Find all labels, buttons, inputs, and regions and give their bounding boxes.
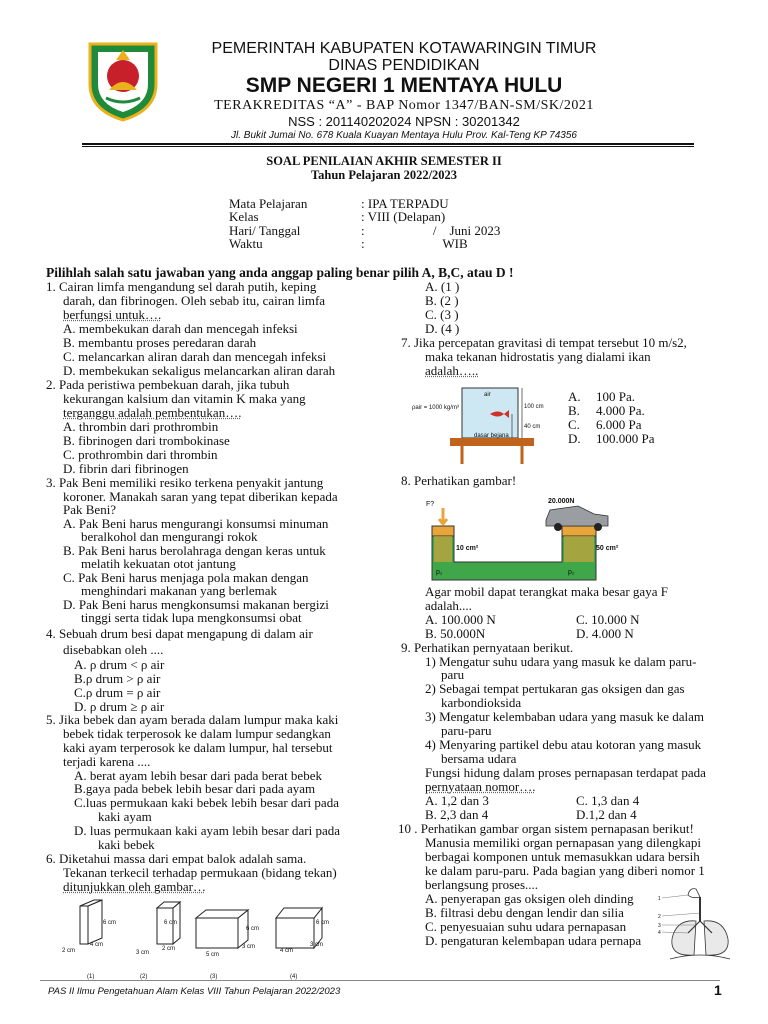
option-a: A. (1 ): [425, 279, 460, 294]
question-text: 4. Sebuah drum besi dapat mengapung di dalam air: [46, 626, 313, 641]
hydrostatic-figure: [412, 378, 560, 470]
statement-1-cont: paru: [441, 667, 465, 682]
question-text: Pak Beni?: [63, 502, 117, 517]
option-d: 100.000 Pa: [596, 431, 655, 446]
option-b: B.gaya pada bebek lebih besar dari pada ayam: [74, 781, 316, 796]
p1-label: p₁: [436, 569, 443, 576]
label-3: 3: [658, 923, 661, 929]
question-text: Agar mobil dapat terangkat maka besar gaya F: [425, 584, 668, 599]
option-b: B. fibrinogen dari trombokinase: [63, 433, 230, 448]
question-text: ditunjukkan oleh gambar…: [63, 879, 206, 894]
option-b: B. 2,3 dan 4: [425, 807, 489, 822]
exam-year: Tahun Pelajaran 2022/2023: [310, 168, 458, 182]
statement-4-cont: bersama udara: [441, 751, 517, 766]
option-c: C. 10.000 N: [576, 612, 640, 627]
option-d-key: D.: [568, 431, 581, 446]
block2-number: (2): [140, 974, 148, 980]
question-text: maka tekanan hidrostatis yang dialami ikan: [425, 349, 651, 364]
block4-number: (4): [290, 974, 298, 980]
question-text: pernyataan nomor….: [425, 779, 536, 794]
p2-label: p₂: [568, 569, 575, 576]
force-label: F?: [426, 501, 435, 508]
school-name: SMP NEGERI 1 MENTAYA HULU: [245, 74, 563, 97]
question-text: 1. Cairan limfa mengandung sel darah putih, keping: [46, 279, 317, 294]
question-text: Manusia memiliki organ pernapasan yang dilengkapi: [425, 835, 701, 850]
option-d: D. pengaturan kelembapan udara pernapa: [425, 933, 642, 948]
option-d: D. membekukan sekaligus melancarkan aliran darah: [63, 363, 336, 378]
label-4: 4: [658, 930, 661, 936]
instruction: Pilihlah salah satu jawaban yang anda anggap paling benar pilih A, B,C, atau D !: [46, 265, 514, 280]
option-d-cont: tinggi serta tidak lupa mengkonsumsi obat: [81, 610, 302, 625]
footer-text: PAS II Ilmu Pengetahuan Alam Kelas VIII Tahun Pelajaran 2022/2023: [48, 986, 341, 997]
option-d: D. Pak Beni harus mengkonsumsi makanan bergizi: [63, 597, 329, 612]
info-value: : VIII (Delapan): [361, 209, 446, 224]
area-large-label: 50 cm²: [596, 545, 619, 552]
question-text: koroner. Manakah saran yang tepat diberikan kepada: [63, 489, 338, 504]
option-b: B. filtrasi debu dengan lendir dan silia: [425, 905, 624, 920]
school-address: Jl. Bukit Jumai No. 678 Kuala Kuayan Mentaya Hulu Prov. Kal-Teng KP 74356: [231, 130, 577, 141]
option-c: C. 1,3 dan 4: [576, 793, 640, 808]
block2-depth-label: 2 cm: [162, 946, 176, 952]
option-d: D. (4 ): [425, 321, 460, 336]
blocks-figure: [60, 898, 360, 984]
option-d: D.1,2 dan 4: [576, 807, 637, 822]
option-d: D. luas permukaan kaki ayam lebih besar dari pada: [74, 823, 341, 838]
question-text: kaki ayam terperosok ke dalam lumpur, hal tersebut: [63, 740, 333, 755]
question-text: 7. Jika percepatan gravitasi di tempat tersebut 10 m/s2,: [401, 335, 687, 350]
question-text: disebabkan oleh ....: [63, 642, 164, 657]
block3-depth-label: 3 cm: [242, 944, 256, 950]
info-label: Hari/ Tanggal: [229, 223, 301, 238]
option-c: C. Pak Beni harus menjaga pola makan dengan: [63, 570, 309, 585]
option-c-key: C.: [568, 417, 580, 432]
option-a: A. berat ayam lebih besar dari pada berat bebek: [74, 768, 322, 783]
question-8-title: 8. Perhatikan gambar!: [401, 473, 517, 488]
option-b: 4.000 Pa.: [596, 403, 645, 418]
option-a: A. thrombin dari prothrombin: [63, 419, 219, 434]
option-c: C. (3 ): [425, 307, 459, 322]
option-a-cont: beralkohol dan mengurangi rokok: [81, 529, 258, 544]
statement-4: 4) Menyaring partikel debu atau kotoran yang masuk: [425, 737, 702, 752]
option-a: A. Pak Beni harus mengurangi konsumsi minuman: [63, 516, 329, 531]
question-text: darah, dan fibrinogen. Oleh sebab itu, cairan limfa: [63, 293, 326, 308]
label-1: 1: [658, 896, 661, 902]
accreditation-text: TERAKREDITAS “A” - BAP Nomor 1347/BAN-SM/SK/2021: [214, 98, 594, 113]
nss-npsn-text: NSS : 201140202024 NPSN : 30201342: [288, 114, 520, 129]
block4-height-label: 6 cm: [316, 920, 330, 926]
option-b: B. Pak Beni harus berolahraga dengan keras untuk: [63, 543, 326, 558]
question-text: adalah....: [425, 598, 472, 613]
question-text: bebek tidak terperosok ke dalam lumpur sedangkan: [63, 726, 331, 741]
block1-width-label: 2 cm: [62, 948, 76, 954]
question-text: 3. Pak Beni memiliki resiko terkena penyakit jantung: [46, 475, 324, 490]
hydraulic-jack-figure: [412, 494, 636, 586]
option-a: A. membekukan darah dan mencegah infeksi: [63, 321, 298, 336]
statement-2: 2) Sebagai tempat pertukaran gas oksigen dan gas: [425, 681, 685, 696]
question-text: berfungsi untuk….: [63, 307, 162, 322]
block4-width-label: 4 cm: [280, 948, 294, 954]
header-divider: [82, 143, 694, 145]
government-name: PEMERINTAH KABUPATEN KOTAWARINGIN TIMUR: [211, 40, 597, 57]
respiratory-system-figure: [656, 885, 746, 963]
block3-width-label: 5 cm: [206, 952, 220, 958]
option-b-key: B.: [568, 403, 580, 418]
option-b-cont: melatih kekuatan otot jantung: [81, 556, 236, 571]
statement-1: 1) Mengatur suhu udara yang masuk ke dalam paru-: [425, 654, 697, 669]
option-a: 100 Pa.: [596, 389, 635, 404]
option-c-cont: kaki ayam: [98, 809, 152, 824]
block2-width-label: 3 cm: [136, 950, 150, 956]
block1-depth-label: 4 cm: [90, 942, 104, 948]
option-a: A. 100.000 N: [425, 612, 496, 627]
weight-label: 20.000N: [548, 498, 575, 505]
option-b: B. (2 ): [425, 293, 459, 308]
option-c: C. prothrombin dari thrombin: [63, 447, 218, 462]
base-label: dasar bejana: [474, 433, 509, 439]
block3-height-label: 6 cm: [246, 926, 260, 932]
info-value: : IPA TERPADU: [361, 196, 449, 211]
exam-title: SOAL PENILAIAN AKHIR SEMESTER II: [266, 154, 502, 168]
option-a: A. ρ drum < ρ air: [74, 657, 165, 672]
density-label: ρair = 1000 kg/m³: [412, 405, 459, 411]
question-text: ke dalam paru-paru. Pada bagian yang diberi nomor 1: [425, 863, 705, 878]
block1-height-label: 6 cm: [103, 920, 117, 926]
footer-divider: [40, 980, 720, 981]
option-d: D. fibrin dari fibrinogen: [63, 461, 189, 476]
question-text: 6. Diketahui massa dari empat balok adalah sama.: [46, 851, 307, 866]
area-small-label: 10 cm²: [456, 545, 479, 552]
info-label: Kelas: [229, 209, 259, 224]
depth-40-label: 40 cm: [524, 424, 541, 430]
question-text: 5. Jika bebek dan ayam berada dalam lumpur maka kaki: [46, 712, 339, 727]
department-name: DINAS PENDIDIKAN: [328, 57, 480, 74]
statement-2-cont: karbondioksida: [441, 695, 522, 710]
option-c: C.luas permukaan kaki bebek lebih besar dari pada: [74, 795, 339, 810]
question-text: 9. Perhatikan pernyataan berikut.: [401, 640, 574, 655]
info-value: : / Juni 2023: [361, 223, 501, 238]
question-text: Tekanan terkecil terhadap permukaan (bidang tekan): [63, 865, 337, 880]
option-c: C.ρ drum = ρ air: [74, 685, 161, 700]
question-text: kekurangan kalsium dan vitamin K maka yang: [63, 391, 306, 406]
block1-number: (1): [87, 974, 95, 980]
question-text: berlangsung proses....: [425, 877, 539, 892]
question-text: 10 . Perhatikan gambar organ sistem pernapasan berikut!: [398, 821, 694, 836]
header-divider-thin: [82, 146, 694, 147]
question-text: 2. Pada peristiwa pembekuan darah, jika tubuh: [46, 377, 290, 392]
question-text: adalah…..: [425, 363, 479, 378]
water-label: air: [484, 392, 491, 398]
option-a-key: A.: [568, 389, 581, 404]
option-c: 6.000 Pa: [596, 417, 642, 432]
question-text: Fungsi hidung dalam proses pernapasan terdapat pada: [425, 765, 706, 780]
option-a: A. 1,2 dan 3: [425, 793, 489, 808]
option-b: B. 50.000N: [425, 626, 486, 641]
question-text: terganggu adalah pembentukan….: [63, 405, 242, 420]
option-c: C. melancarkan aliran darah dan mencegah infeksi: [63, 349, 327, 364]
option-b: B. membantu proses peredaran darah: [63, 335, 257, 350]
block4-depth-label: 3 cm: [310, 942, 324, 948]
info-label: Waktu: [229, 236, 263, 251]
block2-height-label: 6 cm: [164, 920, 178, 926]
label-2: 2: [658, 914, 661, 920]
question-text: terjadi karena ....: [63, 754, 151, 769]
option-c-cont: menghindari makanan yang berlemak: [81, 583, 278, 598]
option-d: D. ρ drum ≥ ρ air: [74, 699, 165, 714]
question-text: berbagai komponen untuk memasukkan udara bersih: [425, 849, 700, 864]
statement-3-cont: paru-paru: [441, 723, 492, 738]
depth-100-label: 100 cm: [524, 404, 544, 410]
option-b: B.ρ drum > ρ air: [74, 671, 161, 686]
option-c: C. penyesuaian suhu udara pernapasan: [425, 919, 627, 934]
option-d: D. 4.000 N: [576, 626, 634, 641]
block3-number: (3): [210, 974, 218, 980]
page-number: 1: [714, 982, 722, 998]
option-d-cont: kaki bebek: [98, 837, 155, 852]
info-label: Mata Pelajaran: [229, 196, 308, 211]
option-a: A. penyerapan gas oksigen oleh dinding: [425, 891, 634, 906]
info-value: : WIB: [361, 236, 468, 251]
statement-3: 3) Mengatur kelembaban udara yang masuk ke dalam: [425, 709, 705, 724]
